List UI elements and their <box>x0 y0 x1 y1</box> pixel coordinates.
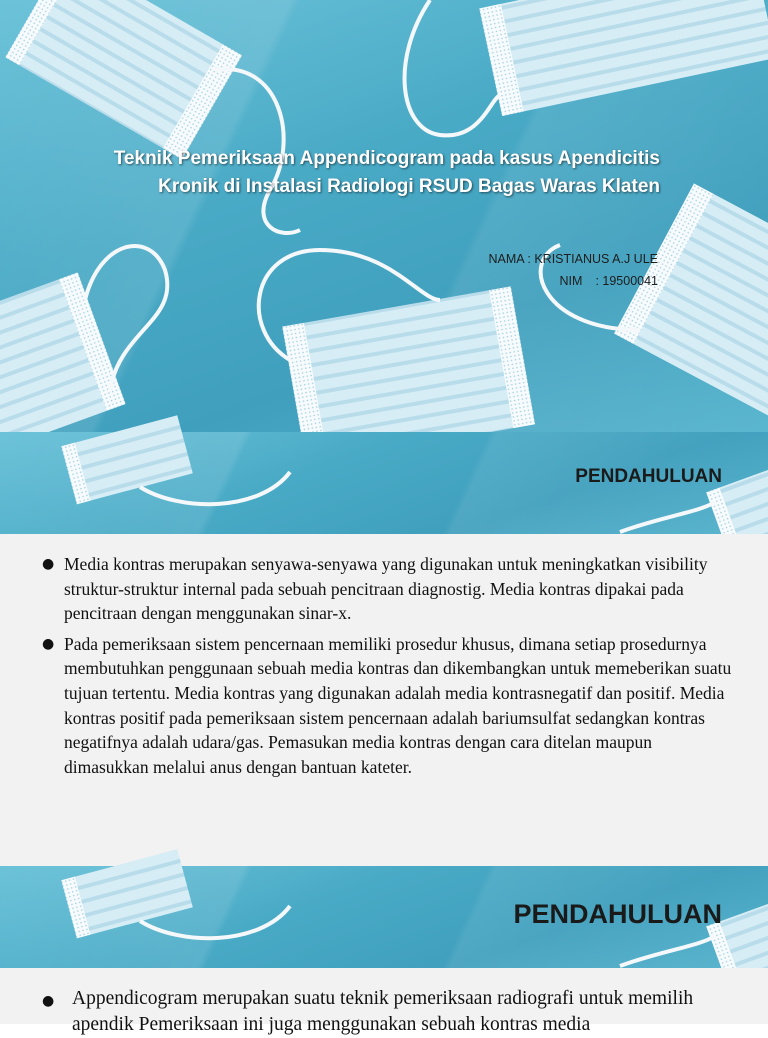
list-item <box>42 632 732 780</box>
bullet-text: Appendicogram merupakan suatu teknik pemeriksaan radiografi untuk memilih apendik Pemeriksaan ini juga menggunakan sebuah kontras media <box>72 988 694 1035</box>
slide-3-heading: PENDAHULUAN <box>513 899 722 929</box>
nim-row <box>489 270 659 292</box>
title-line-2: Kronik di Instalasi Radiologi RSUD Bagas Waras Klaten <box>158 176 660 197</box>
bullet-list <box>42 986 742 1038</box>
bullet-dot-icon: ● <box>42 993 55 1009</box>
list-item <box>42 986 742 1038</box>
slide-3-header <box>0 866 768 968</box>
name-text: NAMA : KRISTIANUS A.J ULE <box>488 252 658 266</box>
nim-label: NIM <box>559 274 583 288</box>
bullet-dot-icon: ● <box>42 556 55 572</box>
nim-value: : 19500041 <box>595 274 658 288</box>
name-row <box>489 248 659 270</box>
author-info <box>489 248 659 292</box>
bullet-list <box>42 552 732 785</box>
presentation-title <box>40 145 660 201</box>
title-slide <box>0 0 768 432</box>
slide-2-heading: PENDAHULUAN <box>575 466 722 487</box>
slide-3-content <box>0 968 768 1035</box>
bullet-text: Media kontras merupakan senyawa-senyawa yang digunakan untuk meningkatkan visibility struktur-struktur internal pada sebuah pencitraan diagnostig. Media kontras dipakai pada pencitraan dengan menggunakan sinar-x. <box>64 554 708 624</box>
slide-2-header <box>0 432 768 534</box>
bullet-text: Pada pemeriksaan sistem pencernaan memiliki prosedur khusus, dimana setiap prosedurnya membutuhkan penggunaan sebuah media kontras dan dikembangkan untuk memeberikan suatu tujuan tertentu. Media kontras yang digunakan adalah media kontrasnegatif dan positif. Media kontras positif pada pemeriksaan sistem pencernaan adalah bariumsulfat sedangkan kontras negatifnya adalah udara/gas. Pemasukan media kontras dengan cara ditelan maupun dimasukkan melalui anus dengan bantuan kateter. <box>64 633 732 777</box>
surgical-mask-icon <box>0 0 768 432</box>
title-line-1: Teknik Pemeriksaan Appendicogram pada kasus Apendicitis <box>113 148 660 169</box>
bullet-dot-icon: ● <box>42 635 55 652</box>
list-item <box>42 552 732 626</box>
slide-2-content <box>0 534 768 866</box>
